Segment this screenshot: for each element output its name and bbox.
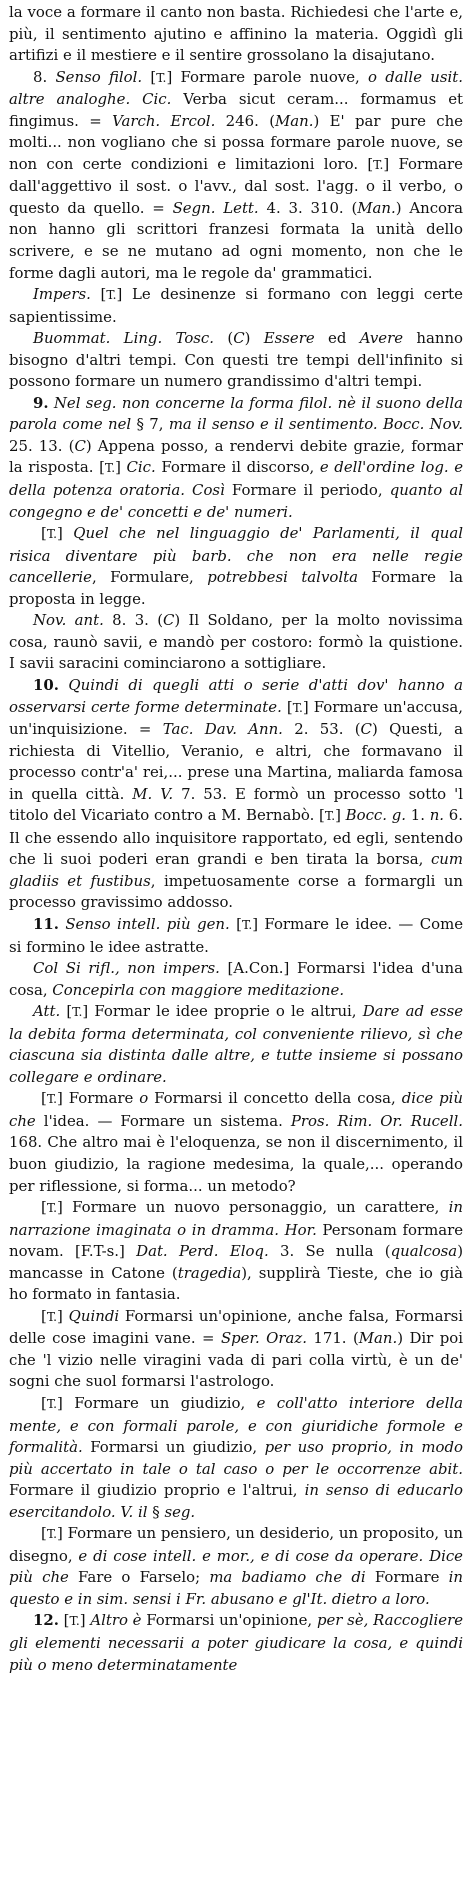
dictionary-paragraph: 12. [T.] Altro è Formarsi un'opinione, per sè, Raccogliere gli elementi necessarii a poter giudicare la cosa, e quindi più o meno determinatamente [9,1611,464,1674]
dictionary-paragraph: [T.] Quindi Formarsi un'opinione, anche falsa, Formarsi delle cose imagini vane. = Sper. Oraz. 171. (Man.) Dir poi che 'l vizio nelle viragini vada di pari colla virtù, è un de' sogni che suol formarsi l'astrologo. [9,1306,463,1391]
dictionary-paragraph: [T.] Formare un giudizio, e coll'atto interiore della mente, e con formali parole, e con giuridiche formole e formalità. Formarsi un giudizio, per uso proprio, in modo più accertato in tale o tal caso o per le occorrenze abit. Formare il giudizio proprio e l'altrui, in senso di educarlo esercitandolo. V. il § seg. [9,1394,463,1521]
dictionary-paragraph: Impers. [T.] Le desinenze si formano con leggi certe sapientissime. [9,285,463,326]
dictionary-paragraph: Buommat. Ling. Tosc. (C) Essere ed Avere hanno bisogno d'altri tempi. Con questi tre tempi dell'infinito si possono formare un numero grandissimo d'altri tempi. [9,329,464,391]
dictionary-paragraph: 10. Quindi di quegli atti o serie d'atti dov' hanno a osservarsi certe forme determinate. [T.] Formare un'accusa, un'inquisizione. = Tac. Dav. Ann. 2. 53. (C) Questi, a richiesta di Vitellio, Veranio, e altri, che formavano il processo contr'a' rei,... prese una Martina, maliarda famosa in quella città. M. V. 7. 53. E formò un processo sotto 'l titolo del Vicariato contro a M. Bernabò. [T.] Bocc. g. 1. n. 6. Il che essendo allo inquisitore rapportato, ed egli, sentendo che li suoi poderi eran grandi e ben tirata la borsa, cum gladiis et fustibus, impetuosamente corse a formargli un processo gravissimo addosso. [9,675,464,912]
dictionary-paragraph: Col Si rifl., non impers. [A.Con.] Formarsi l'idea d'una cosa, Concepirla con maggiore meditazione. [9,959,463,999]
dictionary-paragraph: 8. Senso filol. [T.] Formare parole nuove, o dalle usit. altre analoghe. Cic. Verba sicut ceram... formamus et fingimus. = Varch. Ercol. 246. (Man.) E' par pure che molti... non vogliano che si possa formare parole nuove, se non con certe condizioni e limitazioni loro. [T.] Formare dall'aggettivo il sost. o l'avv., dal sost. l'agg. o il verbo, o questo da quello. = Segn. Lett. 4. 3. 310. (Man.) Ancora non hanno gli scrittori franzesi formata la unità dello scrivere, e se ne mutano ad ogni momento, non che le forme dagli autori, ma le regole da' grammatici. [9,67,464,282]
dictionary-paragraph: la voce a formare il canto non basta. Richiedesi che l'arte e, più, il sentimento ajutino e affinino la materia. Oggidì gli artifizi e il mestiere e il sentire grossolano la disajutano. [9,3,463,65]
dictionary-paragraph: [T.] Formare o Formarsi il concetto della cosa, dice più che l'idea. — Formare un sistema. Pros. Rim. Or. Rucell. 168. Che altro mai è l'eloquenza, se non il discernimento, il buon giudizio, la ragione medesima, la quale,... operando per riflessione, si forma... un metodo? [9,1089,463,1195]
dictionary-paragraph: [T.] Formare un nuovo personaggio, un carattere, in narrazione imaginata o in dramma. Hor. Personam formare novam. [F.T-s.] Dat. Perd. Eloq. 3. Se nulla (qualcosa) mancasse in Catone (tragedia), supplirà Tieste, che io già ho formato in fantasia. [9,1198,464,1304]
dictionary-paragraph: [T.] Quel che nel linguaggio de' Parlamenti, il qual risica diventare più barb. che non era nelle regie cancellerie, Formulare, potrebbesi talvolta Formare la proposta in legge. [9,524,463,608]
dictionary-paragraph: Att. [T.] Formar le idee proprie o le altrui, Dare ad esse la debita forma determinata, col conveniente rilievo, sì che ciascuna sia distinta dalle altre, e tutte insieme si possano collegare e ordinare. [9,1002,464,1086]
dictionary-paragraph: 9. Nel seg. non concerne la forma filol. nè il suono della parola come nel § 7, ma il senso e il sentimento. Bocc. Nov. 25. 13. (C) Appena posso, a rendervi debite grazie, formar la risposta. [T.] Cic. Formare il discorso, e dell'ordine log. e della potenza oratoria. Così Formare il periodo, quanto al congegno e de' concetti e de' numeri. [9,393,464,521]
dictionary-paragraph: Nov. ant. 8. 3. (C) Il Soldano, per la molto novissima cosa, raunò savii, e mandò per costoro: formò la quistione. I savii saracini cominciarono a sottigliare. [9,611,463,673]
dictionary-paragraph: 11. Senso intell. più gen. [T.] Formare le idee. — Come si formino le idee astratte. [9,914,464,956]
dictionary-paragraph: [T.] Formare un pensiero, un desiderio, un proposito, un disegno, e di cose intell. e mor., e di cose da operare. Dice più che Fare o Farselo; ma badiamo che di Formare in questo e in sim. sensi i Fr. abusano e gl'It. dietro a loro. [9,1524,463,1608]
